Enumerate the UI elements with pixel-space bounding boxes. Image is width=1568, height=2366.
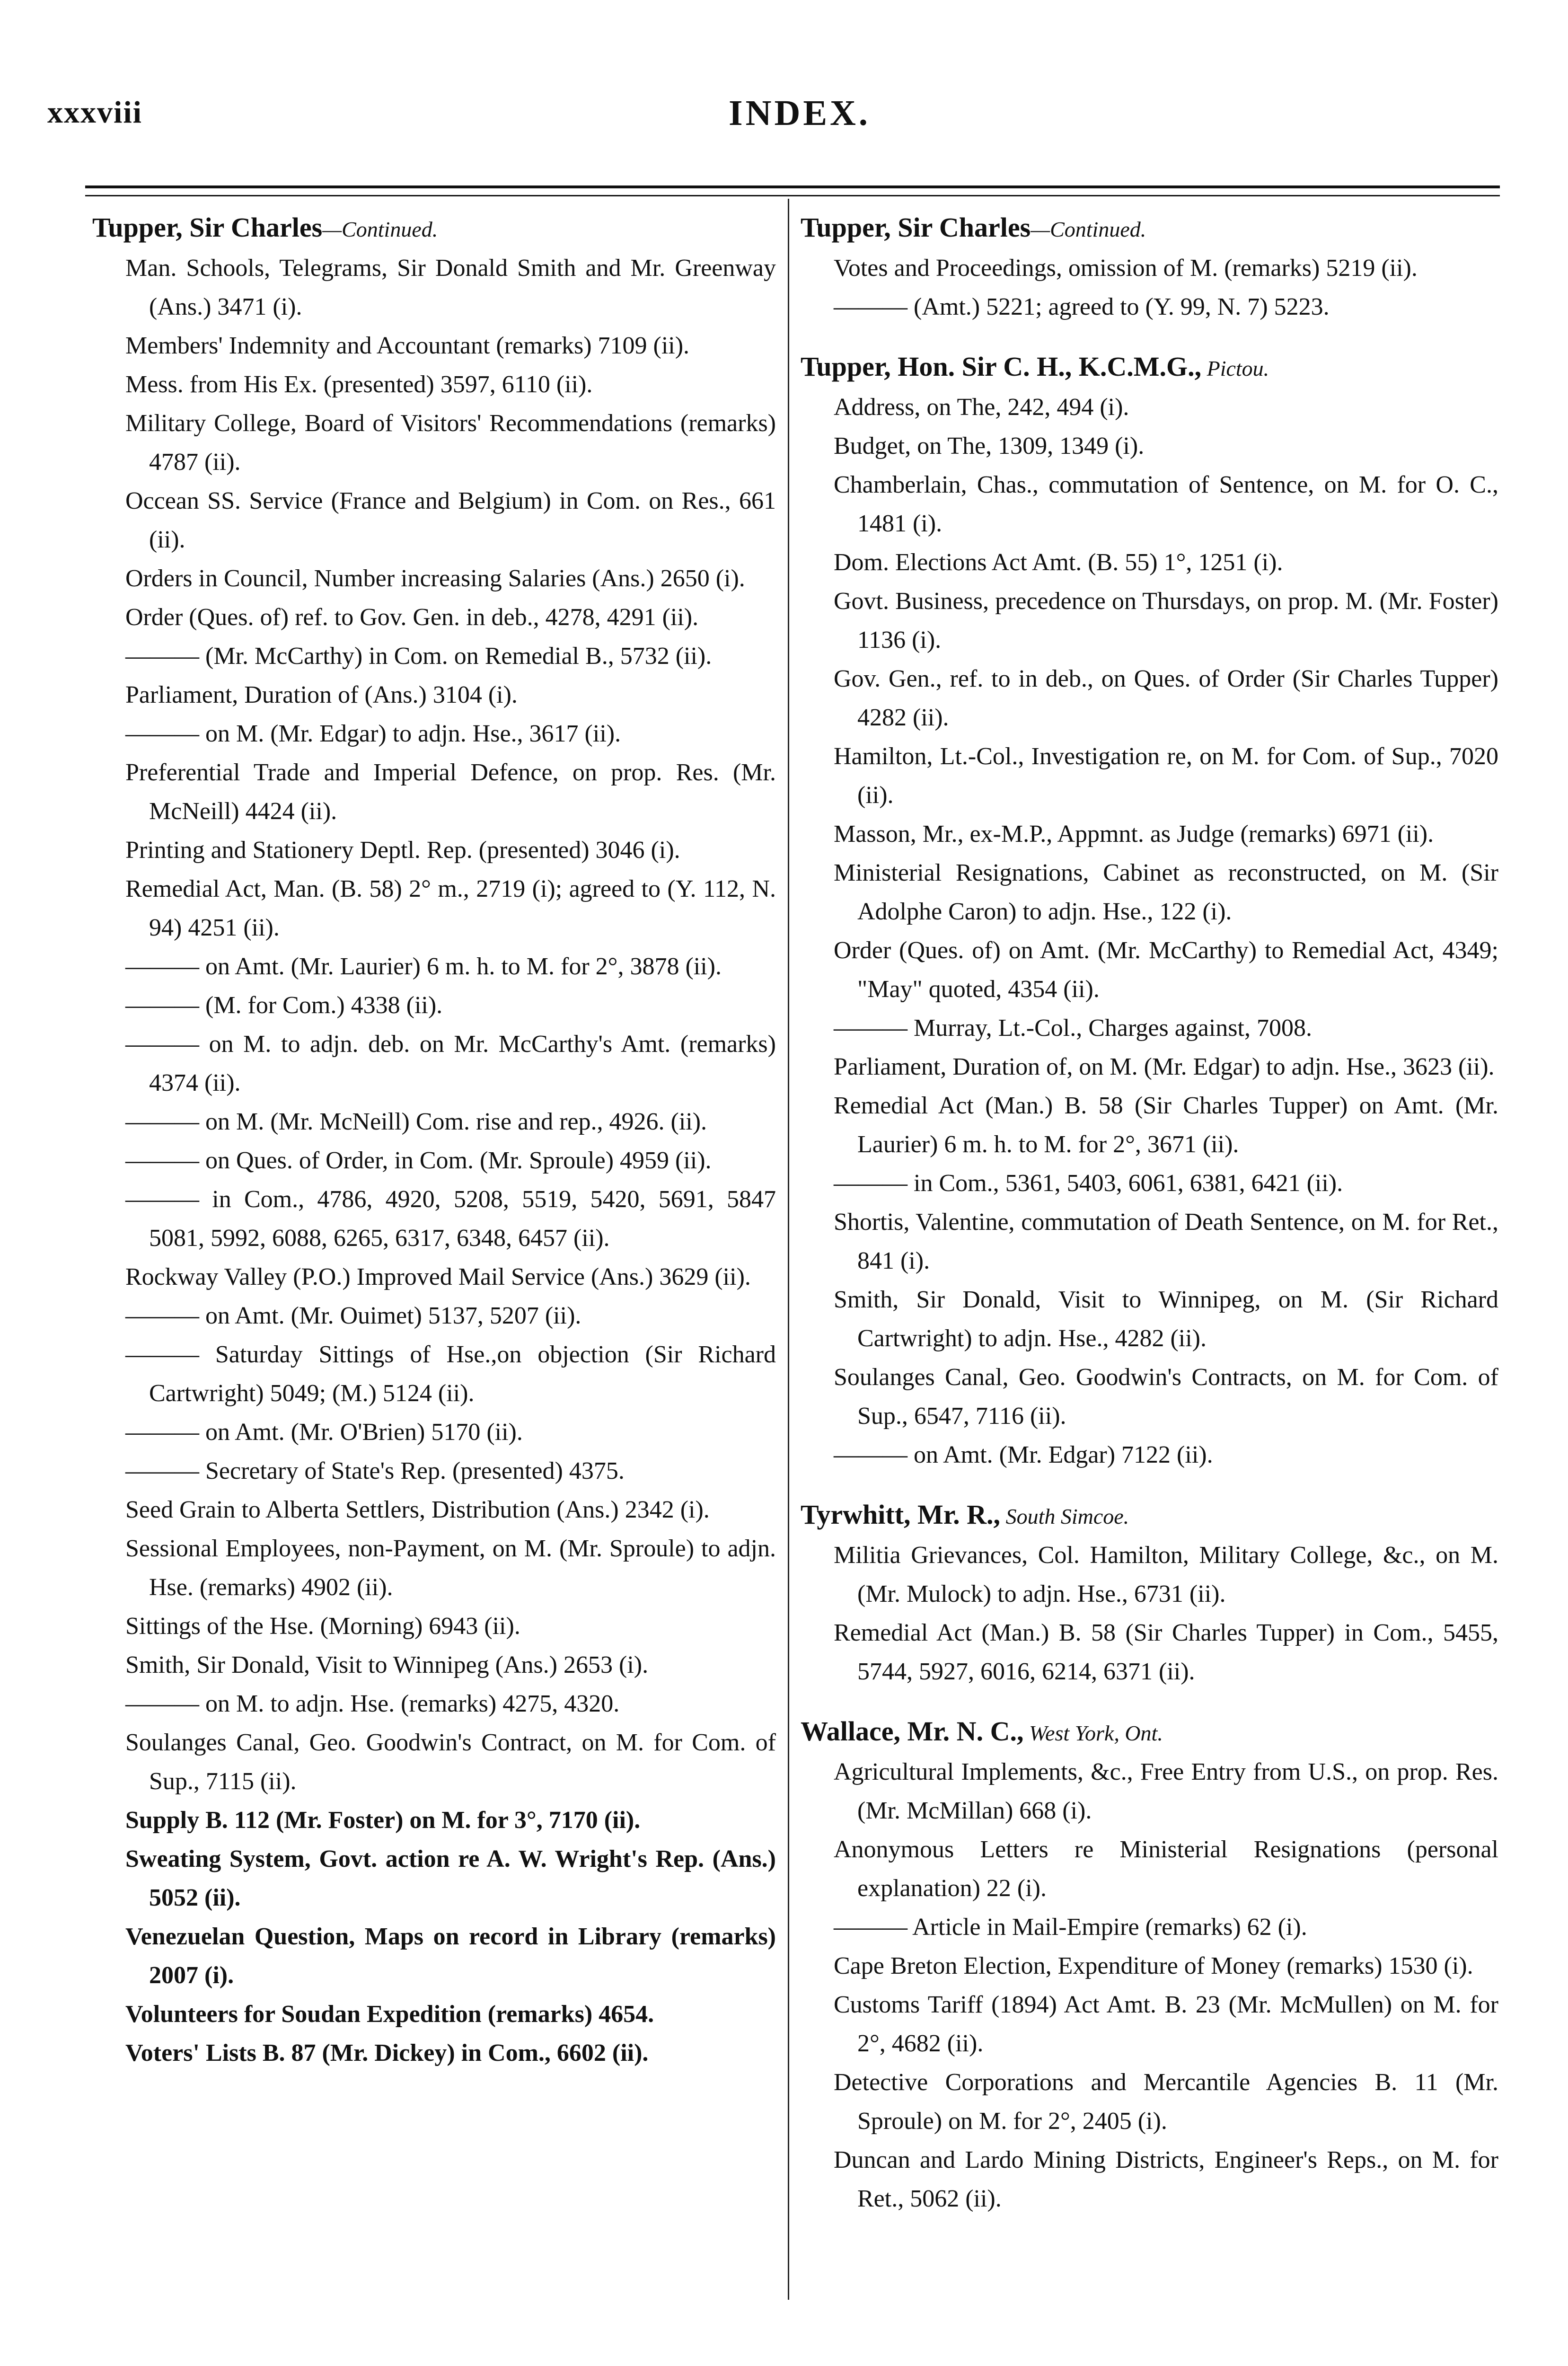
column-divider <box>788 199 789 2300</box>
heading-qualifier: South Simcoe. <box>1000 1504 1129 1528</box>
index-entry: Voters' Lists B. 87 (Mr. Dickey) in Com., 6602 (ii). <box>125 2039 649 2066</box>
block-gap <box>801 327 1498 347</box>
index-entry: ——— (M. for Com.) 4338 (ii). <box>125 992 443 1019</box>
index-entry: Military College, Board of Visitors' Recommendations (remarks) 4787 (ii). <box>125 410 776 476</box>
index-entry: Soulanges Canal, Geo. Goodwin's Contract, on M. for Com. of Sup., 7115 (ii). <box>125 1729 776 1795</box>
index-entry: Parliament, Duration of (Ans.) 3104 (i). <box>125 681 518 708</box>
index-entry: Hamilton, Lt.-Col., Investigation re, on M. for Com. of Sup., 7020 (ii). <box>834 743 1498 809</box>
heading-qualifier: Pictou. <box>1201 356 1269 380</box>
index-entry: ——— on Amt. (Mr. Edgar) 7122 (ii). <box>834 1441 1213 1468</box>
index-entry: ——— Saturday Sittings of Hse.,on objection (Sir Richard Cartwright) 5049; (M.) 5124 (ii). <box>125 1341 776 1407</box>
index-entry: ——— Secretary of State's Rep. (presented) 4375. <box>125 1457 625 1484</box>
index-heading <box>92 208 776 249</box>
index-entry: Anonymous Letters re Ministerial Resignations (personal explanation) 22 (i). <box>834 1836 1498 1902</box>
index-entry: Printing and Stationery Deptl. Rep. (presented) 3046 (i). <box>125 837 680 864</box>
right-column <box>801 208 1498 2218</box>
index-entry: Remedial Act (Man.) B. 58 (Sir Charles Tupper) in Com., 5455, 5744, 5927, 6016, 6214, 6371 (ii). <box>834 1619 1498 1685</box>
heading-qualifier: —Continued. <box>322 217 438 241</box>
heading-name: Tupper, Sir Charles <box>92 212 323 243</box>
index-entry: Man. Schools, Telegrams, Sir Donald Smith and Mr. Greenway (Ans.) 3471 (i). <box>125 255 776 320</box>
index-entry: Remedial Act (Man.) B. 58 (Sir Charles Tupper) on Amt. (Mr. Laurier) 6 m. h. to M. for 2°, 3671 (ii). <box>834 1092 1498 1158</box>
index-entry: Orders in Council, Number increasing Salaries (Ans.) 2650 (i). <box>125 565 745 592</box>
index-entry: ——— in Com., 5361, 5403, 6061, 6381, 6421 (ii). <box>834 1170 1343 1197</box>
index-entry: ——— on M. (Mr. McNeill) Com. rise and rep., 4926. (ii). <box>125 1108 707 1135</box>
index-entry: ——— on M. to adjn. Hse. (remarks) 4275, 4320. <box>125 1690 620 1717</box>
index-entry: Venezuelan Question, Maps on record in Library (remarks) 2007 (i). <box>125 1923 776 1989</box>
index-entry: ——— (Amt.) 5221; agreed to (Y. 99, N. 7) 5223. <box>834 293 1330 320</box>
index-entry: Parliament, Duration of, on M. (Mr. Edgar) to adjn. Hse., 3623 (ii). <box>834 1053 1495 1080</box>
index-entry: ——— on Ques. of Order, in Com. (Mr. Sproule) 4959 (ii). <box>125 1147 712 1174</box>
index-entry: Sweating System, Govt. action re A. W. Wright's Rep. (Ans.) 5052 (ii). <box>125 1845 776 1911</box>
index-entry: Govt. Business, precedence on Thursdays, on prop. M. (Mr. Foster) 1136 (i). <box>834 588 1498 653</box>
header-rule-thick <box>85 185 1500 188</box>
index-entry: Rockway Valley (P.O.) Improved Mail Service (Ans.) 3629 (ii). <box>125 1263 751 1290</box>
index-entry: ——— (Mr. McCarthy) in Com. on Remedial B., 5732 (ii). <box>125 643 712 670</box>
index-entry: Order (Ques. of) on Amt. (Mr. McCarthy) to Remedial Act, 4349; "May" quoted, 4354 (ii). <box>834 937 1498 1003</box>
index-entry: Preferential Trade and Imperial Defence, on prop. Res. (Mr. McNeill) 4424 (ii). <box>125 759 776 825</box>
index-entry: ——— on M. to adjn. deb. on Mr. McCarthy's Amt. (remarks) 4374 (ii). <box>125 1031 776 1096</box>
index-entry: Supply B. 112 (Mr. Foster) on M. for 3°, 7170 (ii). <box>125 1807 641 1834</box>
index-entry: Shortis, Valentine, commutation of Death Sentence, on M. for Ret., 841 (i). <box>834 1209 1498 1274</box>
index-entry: Members' Indemnity and Accountant (remarks) 7109 (ii). <box>125 332 690 359</box>
index-entry: Gov. Gen., ref. to in deb., on Ques. of Order (Sir Charles Tupper) 4282 (ii). <box>834 665 1498 731</box>
heading-qualifier: West York, Ont. <box>1023 1721 1163 1745</box>
index-entry: ——— on Amt. (Mr. O'Brien) 5170 (ii). <box>125 1419 523 1446</box>
index-entry: ——— on Amt. (Mr. Laurier) 6 m. h. to M. for 2°, 3878 (ii). <box>125 953 722 980</box>
index-entry: Address, on The, 242, 494 (i). <box>834 394 1129 421</box>
index-heading <box>801 1495 1498 1536</box>
block-gap <box>801 1691 1498 1712</box>
heading-name: Tupper, Sir Charles <box>801 212 1031 243</box>
index-entry: Budget, on The, 1309, 1349 (i). <box>834 433 1145 459</box>
page-number: xxxviii <box>47 95 143 130</box>
index-entry: Duncan and Lardo Mining Districts, Engineer's Reps., on M. for Ret., 5062 (ii). <box>834 2146 1498 2212</box>
index-entry: Volunteers for Soudan Expedition (remarks) 4654. <box>125 2001 654 2028</box>
index-entry: Remedial Act, Man. (B. 58) 2° m., 2719 (i); agreed to (Y. 112, N. 94) 4251 (ii). <box>125 875 776 941</box>
index-entry: ——— in Com., 4786, 4920, 5208, 5519, 5420, 5691, 5847 5081, 5992, 6088, 6265, 6317, 6348, 6457 (ii). <box>125 1186 776 1252</box>
index-entry: Order (Ques. of) ref. to Gov. Gen. in deb., 4278, 4291 (ii). <box>125 604 699 631</box>
index-entry: Mess. from His Ex. (presented) 3597, 6110 (ii). <box>125 371 593 398</box>
index-entry: Seed Grain to Alberta Settlers, Distribution (Ans.) 2342 (i). <box>125 1496 710 1523</box>
index-entry: Soulanges Canal, Geo. Goodwin's Contracts, on M. for Com. of Sup., 6547, 7116 (ii). <box>834 1364 1498 1430</box>
index-entry: Dom. Elections Act Amt. (B. 55) 1°, 1251 (i). <box>834 549 1283 576</box>
block-gap <box>801 1474 1498 1495</box>
heading-name: Tyrwhitt, Mr. R., <box>801 1499 1001 1530</box>
index-entry: Sittings of the Hse. (Morning) 6943 (ii). <box>125 1613 520 1640</box>
index-entry: ——— on M. (Mr. Edgar) to adjn. Hse., 3617 (ii). <box>125 720 621 747</box>
index-heading <box>801 347 1498 388</box>
index-entry: Ministerial Resignations, Cabinet as reconstructed, on M. (Sir Adolphe Caron) to adjn. Hse., 122 (i). <box>834 859 1498 925</box>
index-heading <box>801 1712 1498 1753</box>
index-entry: Smith, Sir Donald, Visit to Winnipeg, on M. (Sir Richard Cartwright) to adjn. Hse., 4282 (ii). <box>834 1286 1498 1352</box>
index-entry: Sessional Employees, non-Payment, on M. (Mr. Sproule) to adjn. Hse. (remarks) 4902 (ii). <box>125 1535 776 1601</box>
index-entry: ——— Murray, Lt.-Col., Charges against, 7008. <box>834 1015 1312 1042</box>
index-entry: Votes and Proceedings, omission of M. (remarks) 5219 (ii). <box>834 255 1418 282</box>
index-heading <box>801 208 1498 249</box>
page-title: INDEX. <box>729 93 871 133</box>
heading-name: Wallace, Mr. N. C., <box>801 1716 1024 1747</box>
left-column <box>92 208 776 2073</box>
index-entry: Masson, Mr., ex-M.P., Appmnt. as Judge (remarks) 6971 (ii). <box>834 821 1434 848</box>
index-entry: Chamberlain, Chas., commutation of Sentence, on M. for O. C., 1481 (i). <box>834 471 1498 537</box>
left-entry-list <box>92 249 776 2073</box>
index-entry: ——— Article in Mail-Empire (remarks) 62 (i). <box>834 1914 1307 1941</box>
heading-qualifier: —Continued. <box>1031 217 1146 241</box>
index-entry: Occean SS. Service (France and Belgium) in Com. on Res., 661 (ii). <box>125 487 776 553</box>
header-rule-thin <box>85 195 1500 196</box>
index-entry: Smith, Sir Donald, Visit to Winnipeg (Ans.) 2653 (i). <box>125 1651 649 1678</box>
heading-name: Tupper, Hon. Sir C. H., K.C.M.G., <box>801 351 1202 382</box>
index-entry: Customs Tariff (1894) Act Amt. B. 23 (Mr. McMullen) on M. for 2°, 4682 (ii). <box>834 1991 1498 2057</box>
index-entry: Militia Grievances, Col. Hamilton, Military College, &c., on M. (Mr. Mulock) to adjn. Hse., 6731 (ii). <box>834 1542 1498 1607</box>
index-entry: Agricultural Implements, &c., Free Entry from U.S., on prop. Res. (Mr. McMillan) 668 (i). <box>834 1758 1498 1824</box>
index-entry: Detective Corporations and Mercantile Agencies B. 11 (Mr. Sproule) on M. for 2°, 2405 (i). <box>834 2069 1498 2135</box>
index-entry: ——— on Amt. (Mr. Ouimet) 5137, 5207 (ii). <box>125 1302 581 1329</box>
index-entry: Cape Breton Election, Expenditure of Money (remarks) 1530 (i). <box>834 1952 1473 1979</box>
